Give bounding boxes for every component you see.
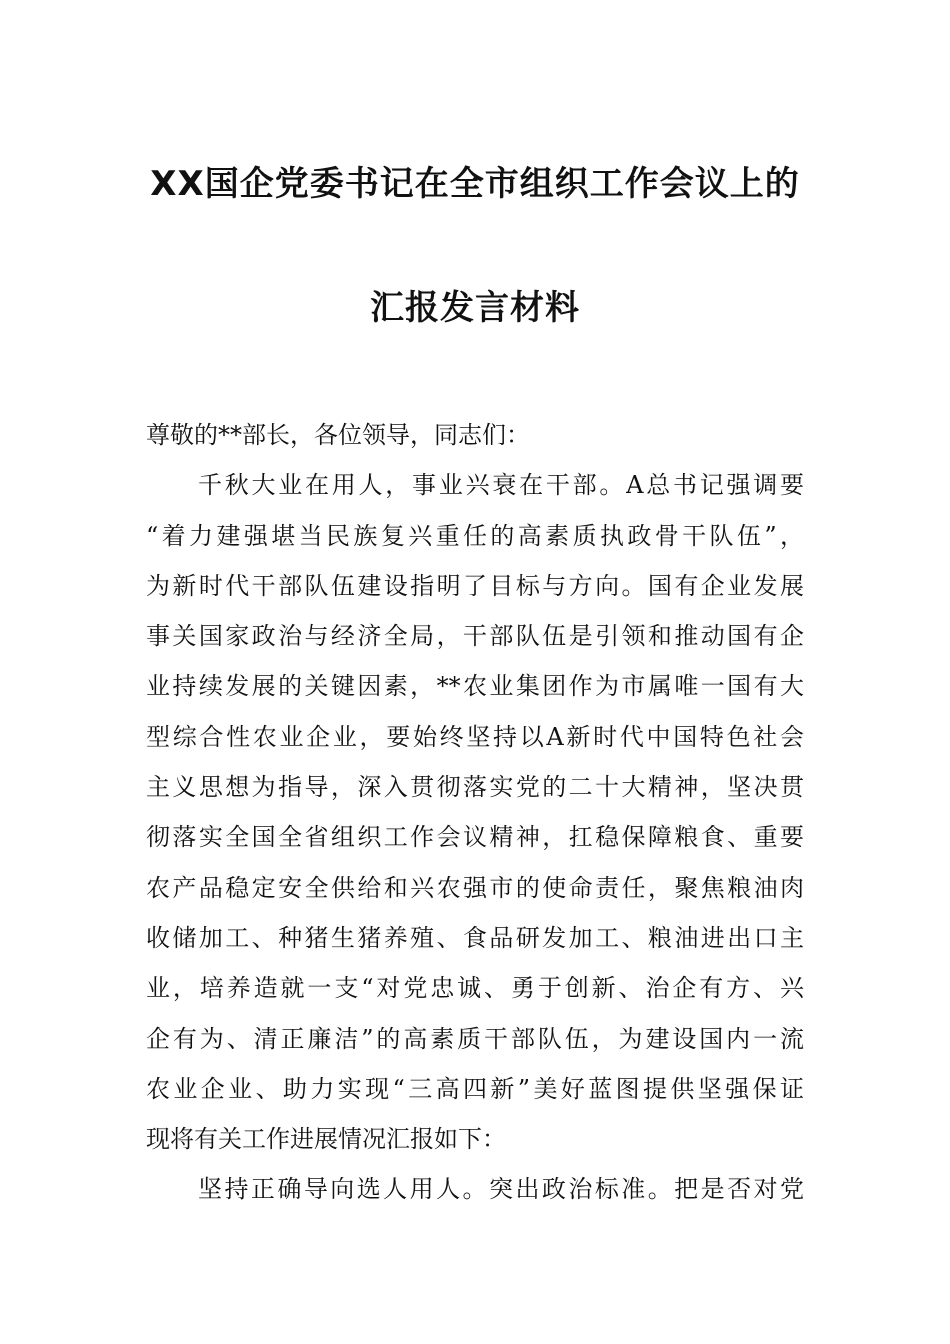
paragraph-line: 业持续发展的关键因素，**农业集团作为市属唯一国有大 <box>146 672 804 701</box>
paragraph-line: 坚持正确导向选人用人。突出政治标准。把是否对党 <box>198 1175 804 1204</box>
paragraph-line: 型综合性农业企业，要始终坚持以A新时代中国特色社会 <box>146 722 804 751</box>
document-title-line-2: 汇报发言材料 <box>370 288 580 328</box>
paragraph-line: 为新时代干部队伍建设指明了目标与方向。国有企业发展 <box>146 571 804 600</box>
paragraph-line: 现将有关工作进展情况汇报如下： <box>146 1125 506 1154</box>
paragraph-line: 彻落实全国全省组织工作会议精神，扛稳保障粮食、重要 <box>146 823 804 852</box>
document-body <box>146 410 804 1215</box>
paragraph-line: 千秋大业在用人，事业兴衰在干部。A总书记强调要 <box>198 471 804 500</box>
paragraph-line: 收储加工、种猪生猪养殖、食品研发加工、粮油进出口主 <box>146 923 804 952</box>
paragraph-line: 主义思想为指导，深入贯彻落实党的二十大精神，坚决贯 <box>146 773 804 802</box>
paragraph-2 <box>146 1164 804 1214</box>
paragraph-line: “着力建强堪当民族复兴重任的高素质执政骨干队伍”， <box>146 521 804 550</box>
salutation: 尊敬的**部长，各位领导，同志们： <box>146 421 530 449</box>
document-title-line-1: XX国企党委书记在全市组织工作会议上的 <box>150 164 800 204</box>
paragraph-line: 农业企业、助力实现“三高四新”美好蓝图提供坚强保证 <box>146 1074 804 1103</box>
paragraph-line: 农产品稳定安全供给和兴农强市的使命责任，聚焦粮油肉 <box>146 873 804 902</box>
paragraph-line: 业，培养造就一支“对党忠诚、勇于创新、治企有方、兴 <box>146 974 804 1003</box>
paragraph-line: 事关国家政治与经济全局，干部队伍是引领和推动国有企 <box>146 622 804 651</box>
paragraph-1 <box>146 460 804 1164</box>
paragraph-line: 企有为、清正廉洁”的高素质干部队伍，为建设国内一流 <box>146 1024 804 1053</box>
